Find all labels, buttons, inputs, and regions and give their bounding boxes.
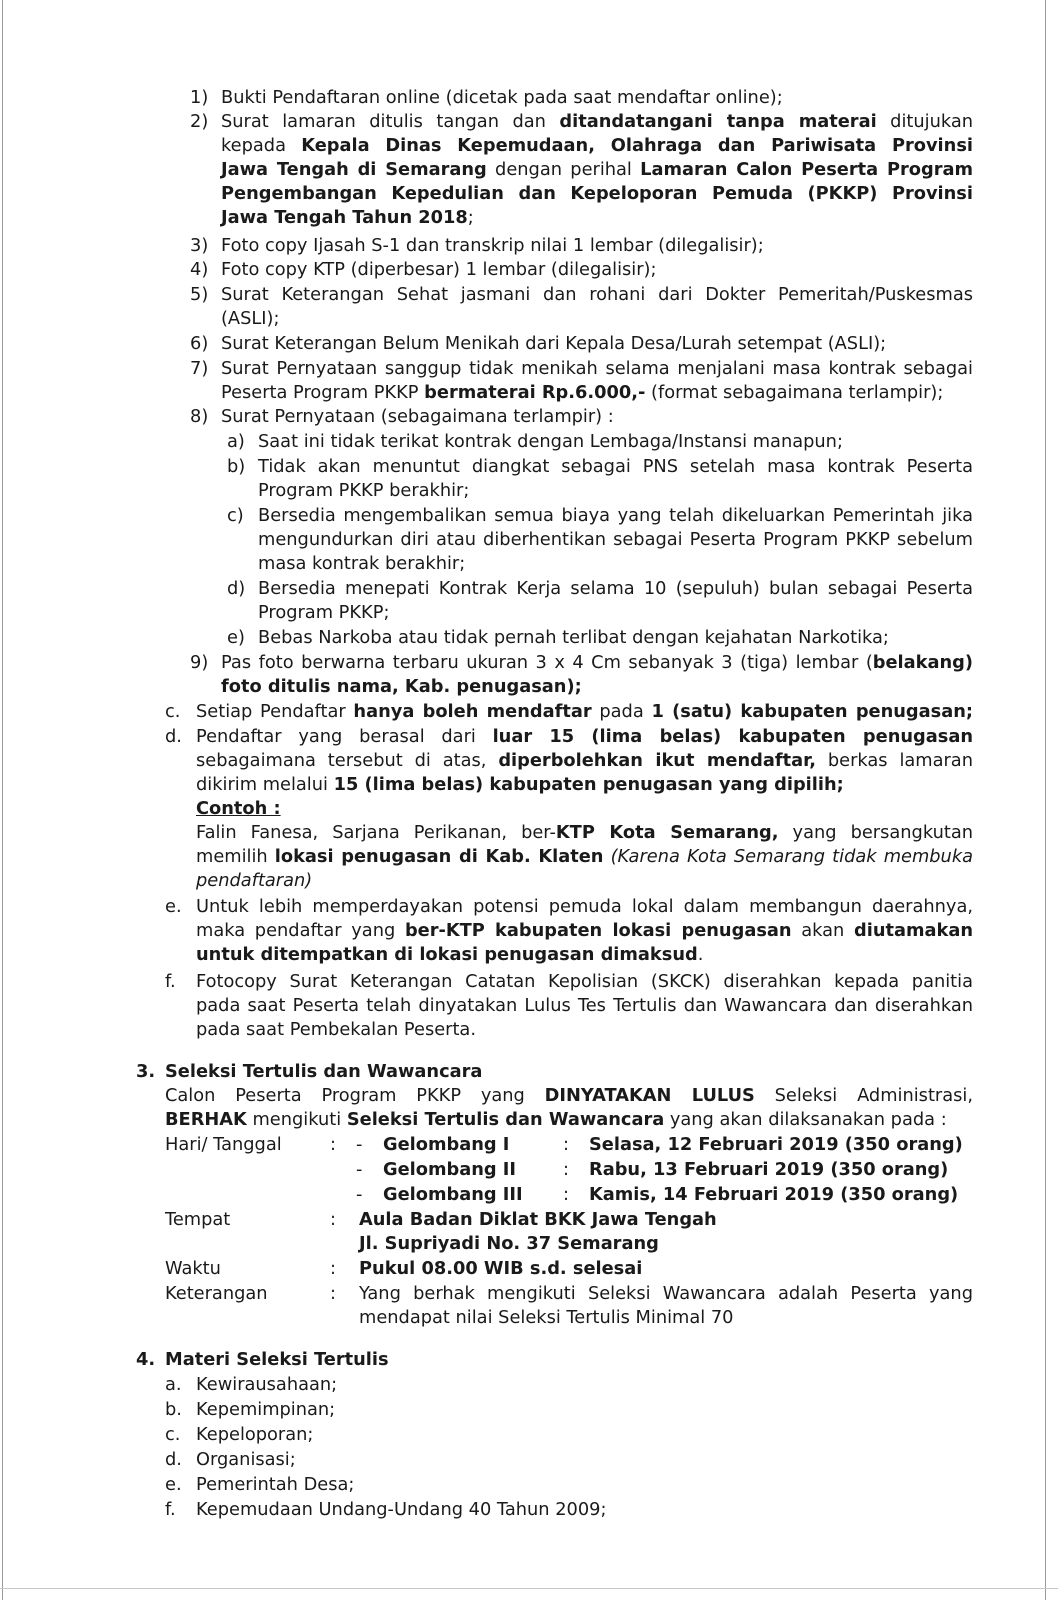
colon: :	[330, 1258, 336, 1279]
list-item: Pas foto berwarna terbaru ukuran 3 x 4 Cm sebanyak 3 (tiga) lembar (belakang)	[221, 652, 973, 673]
list-marker: a.	[165, 1374, 182, 1395]
wave-date: Kamis, 14 Februari 2019 (350 orang)	[589, 1184, 959, 1205]
list-marker: 7)	[190, 358, 209, 379]
list-marker: 4)	[190, 259, 209, 280]
list-marker: e.	[165, 896, 182, 917]
list-item: Foto copy KTP (diperbesar) 1 lembar (dilegalisir);	[221, 259, 657, 280]
list-marker: f.	[165, 971, 176, 992]
list-item: Bukti Pendaftaran online (dicetak pada saat mendaftar online);	[221, 87, 783, 108]
colon: :	[563, 1134, 569, 1155]
section-title: Seleksi Tertulis dan Wawancara	[165, 1061, 483, 1082]
schedule-label: Waktu	[165, 1258, 221, 1279]
dash: -	[356, 1184, 363, 1205]
page-bottom-border	[0, 1588, 1058, 1589]
dash: -	[356, 1134, 363, 1155]
list-item: Untuk lebih memperdayakan potensi pemuda lokal dalam membangun daerahnya,	[196, 896, 973, 917]
dash: -	[356, 1159, 363, 1180]
list-marker: 5)	[190, 284, 209, 305]
list-item-continuation: maka pendaftar yang ber-KTP kabupaten lokasi penugasan akan diutamakan	[196, 920, 973, 941]
example-text: Falin Fanesa, Sarjana Perikanan, ber-KTP Kota Semarang, yang bersangkutan	[196, 822, 973, 843]
list-item-continuation: dikirim melalui 15 (lima belas) kabupaten penugasan yang dipilih;	[196, 774, 844, 795]
list-marker: 3)	[190, 235, 209, 256]
list-item-continuation: pada saat Peserta telah dinyatakan Lulus Tes Tertulis dan Wawancara dan diserahkan	[196, 995, 973, 1016]
list-item: Surat lamaran ditulis tangan dan ditandatangani tanpa materai ditujukan	[221, 111, 974, 132]
list-item-continuation: mengundurkan diri atau diberhentikan sebagai Peserta Program PKKP sebelum	[258, 529, 973, 550]
page-left-border	[2, 0, 3, 1600]
list-item: Bersedia menepati Kontrak Kerja selama 10 (sepuluh) bulan sebagai Peserta	[258, 578, 973, 599]
list-marker: d)	[227, 578, 246, 599]
list-item: Bebas Narkoba atau tidak pernah terlibat dengan kejahatan Narkotika;	[258, 627, 889, 648]
note: Yang berhak mengikuti Seleksi Wawancara adalah Peserta yang	[359, 1283, 973, 1304]
section-title: Materi Seleksi Tertulis	[165, 1349, 389, 1370]
list-item: Kepemudaan Undang-Undang 40 Tahun 2009;	[196, 1499, 607, 1520]
list-item: Fotocopy Surat Keterangan Catatan Kepolisian (SKCK) diserahkan kepada panitia	[196, 971, 973, 992]
list-marker: 9)	[190, 652, 209, 673]
list-marker: b.	[165, 1399, 182, 1420]
list-item-continuation: Pengembangan Kepedulian dan Kepeloporan Pemuda (PKKP) Provinsi	[221, 183, 973, 204]
list-marker: a)	[227, 431, 245, 452]
section-number: 4.	[136, 1349, 156, 1370]
list-marker: 2)	[190, 111, 209, 132]
wave-name: Gelombang III	[383, 1184, 523, 1205]
wave-date: Rabu, 13 Februari 2019 (350 orang)	[589, 1159, 949, 1180]
colon: :	[330, 1283, 336, 1304]
list-marker: b)	[227, 456, 246, 477]
colon: :	[563, 1184, 569, 1205]
venue-address: Jl. Supriyadi No. 37 Semarang	[359, 1233, 659, 1254]
list-marker: 1)	[190, 87, 209, 108]
list-marker: 6)	[190, 333, 209, 354]
list-marker: 8)	[190, 406, 209, 427]
colon: :	[330, 1209, 336, 1230]
list-item-continuation: sebagaimana tersebut di atas, diperbolehkan ikut mendaftar, berkas lamaran	[196, 750, 973, 771]
list-item: Pendaftar yang berasal dari luar 15 (lima belas) kabupaten penugasan	[196, 726, 973, 747]
example-text: memilih lokasi penugasan di Kab. Klaten (Karena Kota Semarang tidak membuka	[196, 846, 974, 867]
list-item-continuation: masa kontrak berakhir;	[258, 553, 466, 574]
example-heading: Contoh :	[196, 798, 281, 819]
list-marker: d.	[165, 726, 182, 747]
list-item-continuation: Program PKKP;	[258, 602, 390, 623]
list-item-continuation: Program PKKP berakhir;	[258, 480, 470, 501]
list-item: Surat Pernyataan sanggup tidak menikah selama menjalani masa kontrak sebagai	[221, 358, 973, 379]
list-item: Kepeloporan;	[196, 1424, 314, 1445]
schedule-label: Keterangan	[165, 1283, 268, 1304]
colon: :	[563, 1159, 569, 1180]
list-item-continuation: foto ditulis nama, Kab. penugasan);	[221, 676, 582, 697]
list-marker: e.	[165, 1474, 182, 1495]
list-marker: d.	[165, 1449, 182, 1470]
list-item-continuation: (ASLI);	[221, 308, 280, 329]
list-marker: c.	[165, 701, 181, 722]
wave-name: Gelombang II	[383, 1159, 517, 1180]
section-intro: BERHAK mengikuti Seleksi Tertulis dan Wawancara yang akan dilaksanakan pada :	[165, 1109, 947, 1130]
list-item: Bersedia mengembalikan semua biaya yang telah dikeluarkan Pemerintah jika	[258, 505, 973, 526]
list-marker: e)	[227, 627, 245, 648]
list-item: Kepemimpinan;	[196, 1399, 336, 1420]
list-item: Saat ini tidak terikat kontrak dengan Lembaga/Instansi manapun;	[258, 431, 843, 452]
list-item-continuation: Peserta Program PKKP bermaterai Rp.6.000,- (format sebagaimana terlampir);	[221, 382, 944, 403]
list-item-continuation: Jawa Tengah di Semarang dengan perihal Lamaran Calon Peserta Program	[221, 159, 973, 180]
section-intro: Calon Peserta Program PKKP yang DINYATAKAN LULUS Seleksi Administrasi,	[165, 1085, 973, 1106]
list-item-continuation: pada saat Pembekalan Peserta.	[196, 1019, 476, 1040]
list-item: Surat Keterangan Belum Menikah dari Kepala Desa/Lurah setempat (ASLI);	[221, 333, 887, 354]
wave-name: Gelombang I	[383, 1134, 510, 1155]
list-item: Surat Pernyataan (sebagaimana terlampir) :	[221, 406, 614, 427]
list-item: Foto copy Ijasah S-1 dan transkrip nilai 1 lembar (dilegalisir);	[221, 235, 764, 256]
time: Pukul 08.00 WIB s.d. selesai	[359, 1258, 643, 1279]
schedule-label: Tempat	[165, 1209, 231, 1230]
list-item: Kewirausahaan;	[196, 1374, 338, 1395]
list-item: Setiap Pendaftar hanya boleh mendaftar pada 1 (satu) kabupaten penugasan;	[196, 701, 974, 722]
list-marker: f.	[165, 1499, 176, 1520]
schedule-label: Hari/ Tanggal	[165, 1134, 282, 1155]
wave-date: Selasa, 12 Februari 2019 (350 orang)	[589, 1134, 963, 1155]
list-item: Surat Keterangan Sehat jasmani dan rohani dari Dokter Pemeritah/Puskesmas	[221, 284, 973, 305]
list-item: Organisasi;	[196, 1449, 296, 1470]
list-item-continuation: untuk ditempatkan di lokasi penugasan dimaksud.	[196, 944, 704, 965]
list-item-continuation: kepada Kepala Dinas Kepemudaan, Olahraga dan Pariwisata Provinsi	[221, 135, 973, 156]
list-item: Tidak akan menuntut diangkat sebagai PNS setelah masa kontrak Peserta	[258, 456, 973, 477]
example-text: pendaftaran)	[196, 870, 313, 891]
list-marker: c.	[165, 1424, 181, 1445]
section-number: 3.	[136, 1061, 156, 1082]
list-item-continuation: Jawa Tengah Tahun 2018;	[221, 207, 474, 228]
venue: Aula Badan Diklat BKK Jawa Tengah	[359, 1209, 717, 1230]
note-continuation: mendapat nilai Seleksi Tertulis Minimal 70	[359, 1307, 734, 1328]
list-marker: c)	[227, 505, 244, 526]
colon: :	[330, 1134, 336, 1155]
list-item: Pemerintah Desa;	[196, 1474, 355, 1495]
page-right-border	[1045, 0, 1046, 1600]
